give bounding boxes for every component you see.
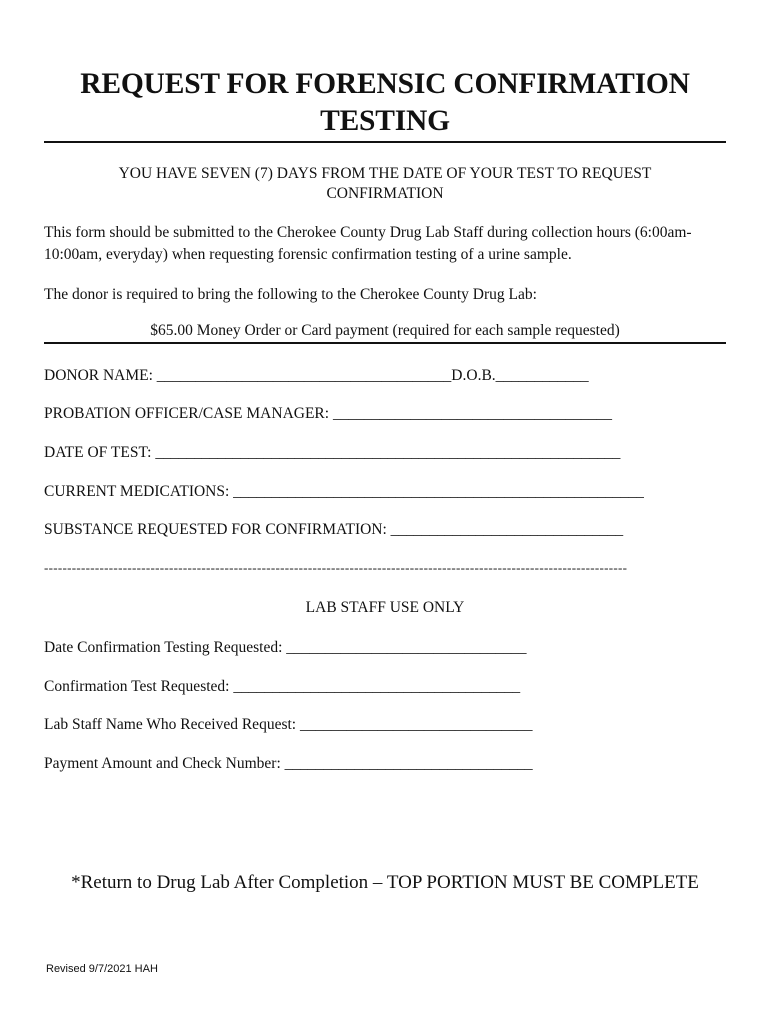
donor-name-dob-field[interactable]: DONOR NAME: ______________________________________D.O.B.____________ bbox=[44, 367, 589, 384]
deadline-notice: YOU HAVE SEVEN (7) DAYS FROM THE DATE OF YOUR TEST TO REQUEST CONFIRMATION bbox=[118, 165, 652, 202]
payment-amount-check-field[interactable]: Payment Amount and Check Number: ________________________________ bbox=[44, 755, 533, 772]
payment-divider bbox=[44, 342, 726, 344]
probation-officer-field[interactable]: PROBATION OFFICER/CASE MANAGER: ____________________________________ bbox=[44, 405, 612, 422]
revision-note: Revised 9/7/2021 HAH bbox=[46, 963, 158, 975]
date-confirmation-requested-field[interactable]: Date Confirmation Testing Requested: _______________________________ bbox=[44, 639, 527, 656]
donor-instruction: The donor is required to bring the following to the Cherokee County Drug Lab: bbox=[44, 286, 537, 303]
substance-requested-field[interactable]: SUBSTANCE REQUESTED FOR CONFIRMATION: ______________________________ bbox=[44, 521, 624, 538]
current-medications-field[interactable]: CURRENT MEDICATIONS: _____________________________________________________ bbox=[44, 483, 644, 500]
return-instruction: *Return to Drug Lab After Completion – TOP PORTION MUST BE COMPLETE bbox=[71, 872, 699, 893]
confirmation-test-requested-field[interactable]: Confirmation Test Requested: _____________________________________ bbox=[44, 678, 521, 695]
cut-line-separator: ------------------------------------------------------------------------------------------------------------------------------ bbox=[44, 562, 628, 574]
payment-requirement: $65.00 Money Order or Card payment (required for each sample requested) bbox=[150, 322, 620, 339]
lab-staff-heading: LAB STAFF USE ONLY bbox=[305, 599, 465, 616]
form-title: REQUEST FOR FORENSIC CONFIRMATION TESTING bbox=[80, 68, 690, 137]
lab-staff-name-field[interactable]: Lab Staff Name Who Received Request: ______________________________ bbox=[44, 716, 533, 733]
title-divider bbox=[44, 141, 726, 143]
intro-paragraph: This form should be submitted to the Cherokee County Drug Lab Staff during collection hours (6:00am-10:00am, everyday) when requesting forensic confirmation testing of a urine sample. bbox=[44, 224, 692, 263]
date-of-test-field[interactable]: DATE OF TEST: ____________________________________________________________ bbox=[44, 444, 621, 461]
